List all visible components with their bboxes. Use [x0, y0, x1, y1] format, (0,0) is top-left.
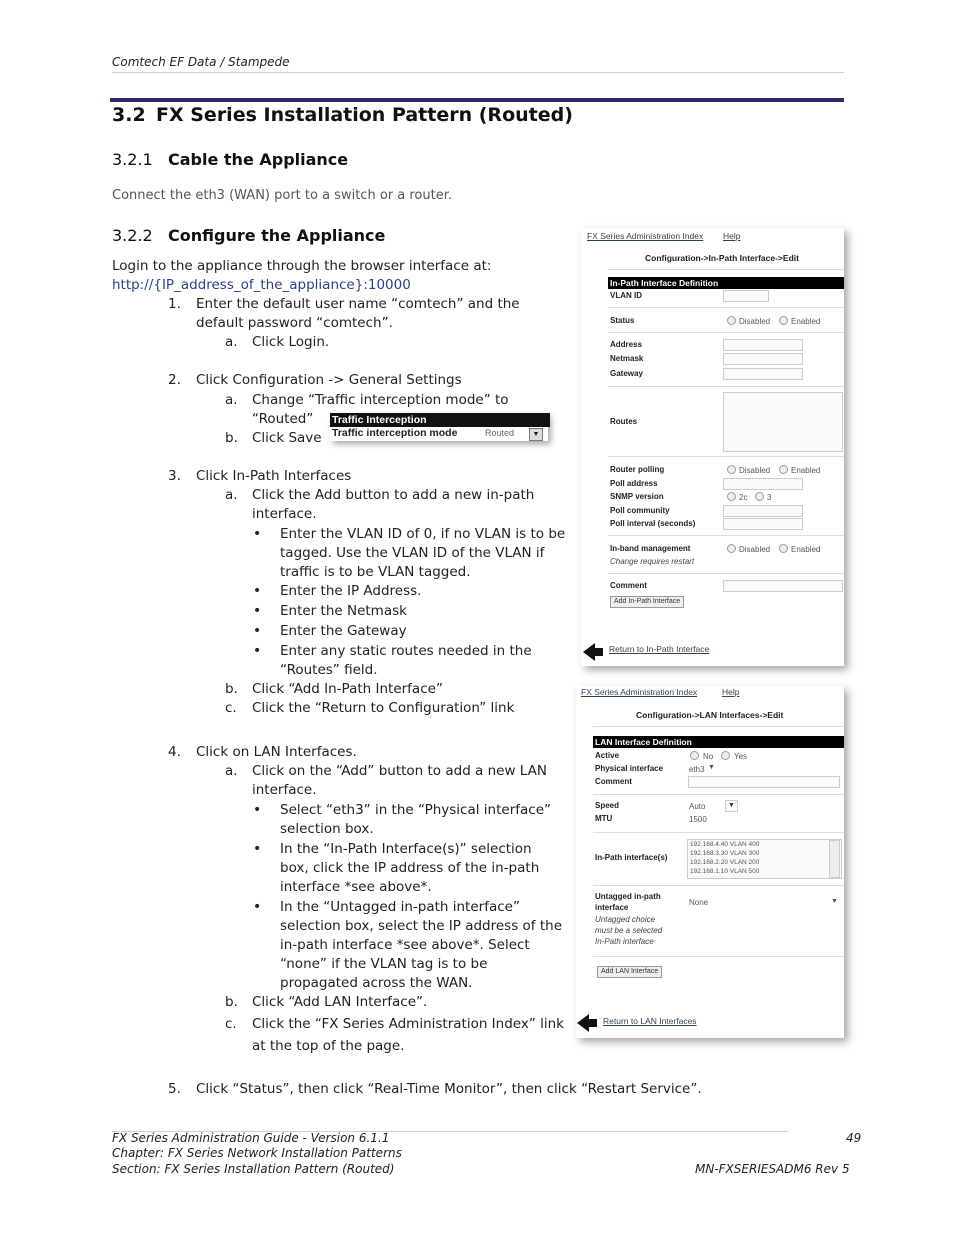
step-3-text: Click In-Path Interfaces — [196, 468, 352, 484]
inpath-option[interactable]: 192.168.1.10 VLAN 500 — [690, 868, 760, 875]
chevron-down-icon[interactable]: ▼ — [708, 764, 715, 771]
step-3b-text: Click “Add In-Path Interface” — [252, 681, 443, 697]
add-lan-interface-button[interactable]: Add LAN Interface — [597, 966, 662, 978]
step-3-bullet-2: Enter the IP Address. — [280, 583, 422, 599]
inband-enabled-radio[interactable] — [779, 544, 788, 553]
step-4-bullet-1-line-1: Select “eth3” in the “Physical interface” — [280, 802, 551, 818]
step-3-number: 3. — [168, 468, 181, 484]
polling-enabled-label: Enabled — [791, 466, 821, 475]
step-2b-letter: b. — [225, 430, 238, 446]
scrollbar[interactable] — [829, 840, 840, 878]
step-3-bullet-1-line-1: Enter the VLAN ID of 0, if no VLAN is to be — [280, 526, 566, 542]
netmask-input[interactable] — [723, 353, 803, 365]
active-no-radio[interactable] — [690, 751, 699, 760]
speed-select[interactable]: Auto — [689, 802, 706, 811]
step-4c-letter: c. — [225, 1016, 237, 1032]
active-label: Active — [595, 751, 620, 760]
poll-address-input[interactable] — [723, 478, 803, 490]
step-3c-text: Click the “Return to Configuration” link — [252, 700, 515, 716]
divider — [593, 794, 844, 795]
comment-input[interactable] — [723, 580, 843, 592]
step-4-bullet-3-line-3: in-path interface *see above*. Select — [280, 937, 530, 953]
mtu-label: MTU — [595, 814, 613, 823]
lan-comment-input[interactable] — [688, 776, 840, 788]
divider — [608, 269, 844, 270]
step-4b-text: Click “Add LAN Interface”. — [252, 994, 428, 1010]
address-label: Address — [610, 340, 643, 349]
step-1-line-2: default password “comtech”. — [196, 315, 393, 331]
step-3c-letter: c. — [225, 700, 237, 716]
step-4-bullet-3-line-5: propagated across the WAN. — [280, 975, 473, 991]
step-1-number: 1. — [168, 296, 181, 312]
step-4-bullet-2-line-2: box, click the IP address of the in-path — [280, 860, 540, 876]
divider — [608, 307, 844, 308]
inpath-option[interactable]: 192.168.3.30 VLAN 300 — [690, 850, 760, 857]
section-title: FX Series Installation Pattern (Routed) — [156, 104, 573, 126]
lan-interface-screenshot — [576, 686, 844, 1038]
poll-interval-input[interactable] — [723, 518, 803, 530]
document-number: MN-FXSERIESADM6 Rev 5 — [695, 1162, 850, 1176]
inband-disabled-radio[interactable] — [727, 544, 736, 553]
status-enabled-radio[interactable] — [779, 316, 788, 325]
inband-enabled-label: Enabled — [791, 545, 821, 554]
chevron-down-icon[interactable]: ▼ — [529, 428, 543, 441]
step-2a-letter: a. — [225, 392, 238, 408]
nav-admin-index-link[interactable]: FX Series Administration Index — [581, 687, 698, 697]
poll-address-label: Poll address — [610, 479, 658, 488]
poll-interval-label: Poll interval (seconds) — [610, 519, 696, 528]
physical-interface-label: Physical interface — [595, 764, 664, 773]
nav-help-link[interactable]: Help — [723, 231, 741, 241]
divider — [608, 456, 844, 457]
step-1a-text: Click Login. — [252, 334, 330, 350]
back-arrow-icon[interactable] — [583, 643, 595, 661]
step-4-bullet-2-line-3: interface *see above*. — [280, 879, 432, 895]
routes-textarea[interactable] — [723, 392, 843, 452]
divider — [593, 885, 844, 886]
gateway-input[interactable] — [723, 368, 803, 380]
inpath-interfaces-label: In-Path interface(s) — [595, 853, 668, 862]
step-3-bullet-1-line-3: traffic is to be VLAN tagged. — [280, 564, 471, 580]
step-2a-line-1: Change “Traffic interception mode” to — [252, 392, 509, 408]
subsection-number: 3.2.2 — [112, 226, 153, 245]
polling-enabled-radio[interactable] — [779, 465, 788, 474]
step-4a-line-1: Click on the “Add” button to add a new LAN — [252, 763, 547, 779]
routes-label: Routes — [610, 417, 638, 426]
step-1a-letter: a. — [225, 334, 238, 350]
inpath-interface-screenshot — [581, 228, 844, 666]
nav-admin-index-link[interactable]: FX Series Administration Index — [587, 231, 704, 241]
running-header: Comtech EF Data / Stampede — [112, 55, 290, 69]
bullet-icon: • — [253, 802, 262, 818]
polling-disabled-radio[interactable] — [727, 465, 736, 474]
chevron-down-icon[interactable]: ▼ — [831, 898, 838, 905]
bullet-icon: • — [253, 623, 262, 639]
comment-label: Comment — [610, 581, 647, 590]
bullet-icon: • — [253, 603, 262, 619]
step-1-line-1: Enter the default user name “comtech” and the — [196, 296, 520, 312]
traffic-interception-panel — [330, 413, 548, 441]
inpath-option[interactable]: 192.168.4.40 VLAN 400 — [690, 841, 760, 848]
snmp-version-label: SNMP version — [610, 492, 664, 501]
step-5-number: 5. — [168, 1081, 181, 1097]
step-3a-line-2: interface. — [252, 506, 317, 522]
mtu-input[interactable]: 1500 — [689, 815, 707, 824]
step-4b-letter: b. — [225, 994, 238, 1010]
appliance-url[interactable]: http://{IP_address_of_the_appliance}:10000 — [112, 277, 411, 293]
snmp-3-radio[interactable] — [755, 492, 764, 501]
active-no-label: No — [703, 752, 714, 761]
step-5-text: Click “Status”, then click “Real-Time Monitor”, then click “Restart Service”. — [196, 1081, 702, 1097]
polling-disabled-label: Disabled — [739, 466, 771, 475]
snmp-2c-radio[interactable] — [727, 492, 736, 501]
header-rule — [112, 72, 844, 73]
divider — [593, 832, 844, 833]
active-yes-radio[interactable] — [721, 751, 730, 760]
lan-definition-bar: LAN Interface Definition — [593, 736, 844, 748]
section-number: 3.2 — [112, 104, 146, 126]
vlan-id-label: VLAN ID — [610, 291, 642, 300]
bullet-icon: • — [253, 841, 262, 857]
bullet-icon: • — [253, 899, 262, 915]
back-arrow-icon — [595, 648, 603, 656]
status-label: Status — [610, 316, 635, 325]
bullet-icon: • — [253, 643, 262, 659]
untagged-note-line-1: Untagged choice — [595, 915, 656, 924]
step-4-bullet-1-line-2: selection box. — [280, 821, 374, 837]
step-4a-letter: a. — [225, 763, 238, 779]
step-2b-text: Click Save — [252, 430, 322, 446]
netmask-label: Netmask — [610, 354, 644, 363]
status-disabled-radio[interactable] — [727, 316, 736, 325]
step-4a-line-2: interface. — [252, 782, 317, 798]
step-3-bullet-1-line-2: tagged. Use the VLAN ID of the VLAN if — [280, 545, 545, 561]
subsection-title: Configure the Appliance — [168, 226, 386, 245]
inpath-page-title: Configuration->In-Path Interface->Edit — [645, 253, 799, 263]
step-4-bullet-3-line-1: In the “Untagged in-path interface” — [280, 899, 520, 915]
divider — [608, 573, 844, 574]
untagged-label-line-1: Untagged in-path — [595, 892, 661, 901]
inband-management-label: In-band management — [610, 544, 691, 553]
poll-community-input[interactable] — [723, 505, 803, 517]
traffic-interception-title: Traffic Interception — [330, 413, 550, 427]
step-3a-line-1: Click the Add button to add a new in-path — [252, 487, 535, 503]
step-2a-line-2: “Routed” — [252, 411, 314, 427]
inpath-definition-bar: In-Path Interface Definition — [608, 277, 844, 289]
inband-note: Change requires restart — [610, 557, 695, 566]
traffic-interception-mode-label: Traffic interception mode — [332, 427, 458, 439]
bullet-icon: • — [253, 583, 262, 599]
active-yes-label: Yes — [734, 752, 748, 761]
inband-disabled-label: Disabled — [739, 545, 771, 554]
snmp-2c-label: 2c — [739, 493, 748, 502]
physical-interface-select[interactable]: eth3 — [689, 765, 705, 774]
untagged-inpath-select[interactable]: None — [689, 898, 709, 907]
divider — [593, 726, 844, 727]
cable-text: Connect the eth3 (WAN) port to a switch or a router. — [112, 188, 452, 203]
page-number: 49 — [846, 1131, 862, 1145]
step-4c-line-2: at the top of the page. — [252, 1038, 405, 1054]
section-heading — [112, 104, 573, 126]
status-enabled-label: Enabled — [791, 317, 821, 326]
router-polling-label: Router polling — [610, 465, 665, 474]
divider — [608, 332, 844, 333]
step-4c-line-1: Click the “FX Series Administration Index” link — [252, 1016, 564, 1032]
gateway-label: Gateway — [610, 369, 643, 378]
chevron-down-icon[interactable]: ▼ — [725, 800, 738, 812]
step-3-bullet-5-line-2: “Routes” field. — [280, 662, 378, 678]
untagged-label-line-2: interface — [595, 903, 629, 912]
step-2-text: Click Configuration -> General Settings — [196, 372, 462, 388]
lan-comment-label: Comment — [595, 777, 632, 786]
address-input[interactable] — [723, 339, 803, 351]
status-disabled-label: Disabled — [739, 317, 771, 326]
poll-community-label: Poll community — [610, 506, 670, 515]
nav-help-link[interactable]: Help — [722, 687, 740, 697]
step-4-bullet-3-line-2: selection box, select the IP address of the — [280, 918, 563, 934]
untagged-note-line-2: must be a selected — [595, 926, 663, 935]
step-4-bullet-2-line-1: In the “In-Path Interface(s)” selection — [280, 841, 532, 857]
step-4-number: 4. — [168, 744, 181, 760]
subsection-number: 3.2.1 — [112, 150, 153, 169]
footer-section: Section: FX Series Installation Pattern (Routed) — [112, 1162, 395, 1176]
return-to-inpath-link[interactable]: Return to In-Path Interface — [609, 644, 710, 654]
step-3b-letter: b. — [225, 681, 238, 697]
footer-chapter: Chapter: FX Series Network Installation Patterns — [112, 1146, 402, 1160]
divider — [593, 956, 844, 957]
snmp-3-label: 3 — [767, 493, 772, 502]
step-3-bullet-3: Enter the Netmask — [280, 603, 407, 619]
lan-page-title: Configuration->LAN Interfaces->Edit — [636, 710, 784, 720]
subsection-title: Cable the Appliance — [168, 150, 349, 169]
subsection-heading-cable — [112, 150, 348, 169]
step-3-bullet-4: Enter the Gateway — [280, 623, 407, 639]
add-inpath-interface-button[interactable]: Add In-Path Interface — [610, 596, 684, 608]
step-4-bullet-3-line-4: “none” if the VLAN tag is to be — [280, 956, 488, 972]
bullet-icon: • — [253, 526, 262, 542]
back-arrow-icon[interactable] — [577, 1014, 589, 1032]
divider — [608, 535, 844, 536]
vlan-id-input[interactable] — [723, 290, 769, 302]
step-4-text: Click on LAN Interfaces. — [196, 744, 357, 760]
step-3-bullet-5-line-1: Enter any static routes needed in the — [280, 643, 532, 659]
inpath-option[interactable]: 192.168.2.20 VLAN 200 — [690, 859, 760, 866]
step-2-number: 2. — [168, 372, 181, 388]
section-rule — [110, 98, 844, 102]
subsection-heading-configure — [112, 226, 385, 245]
untagged-note-line-3: In-Path interface — [595, 937, 654, 946]
traffic-interception-mode-select[interactable]: Routed — [485, 428, 515, 438]
speed-label: Speed — [595, 801, 620, 810]
divider — [608, 386, 844, 387]
intro-text: Login to the appliance through the browser interface at: — [112, 258, 492, 274]
return-to-lan-link[interactable]: Return to LAN Interfaces — [603, 1016, 697, 1026]
back-arrow-icon — [589, 1019, 597, 1027]
footer-guide: FX Series Administration Guide - Version 6.1.1 — [112, 1131, 390, 1145]
step-3a-letter: a. — [225, 487, 238, 503]
